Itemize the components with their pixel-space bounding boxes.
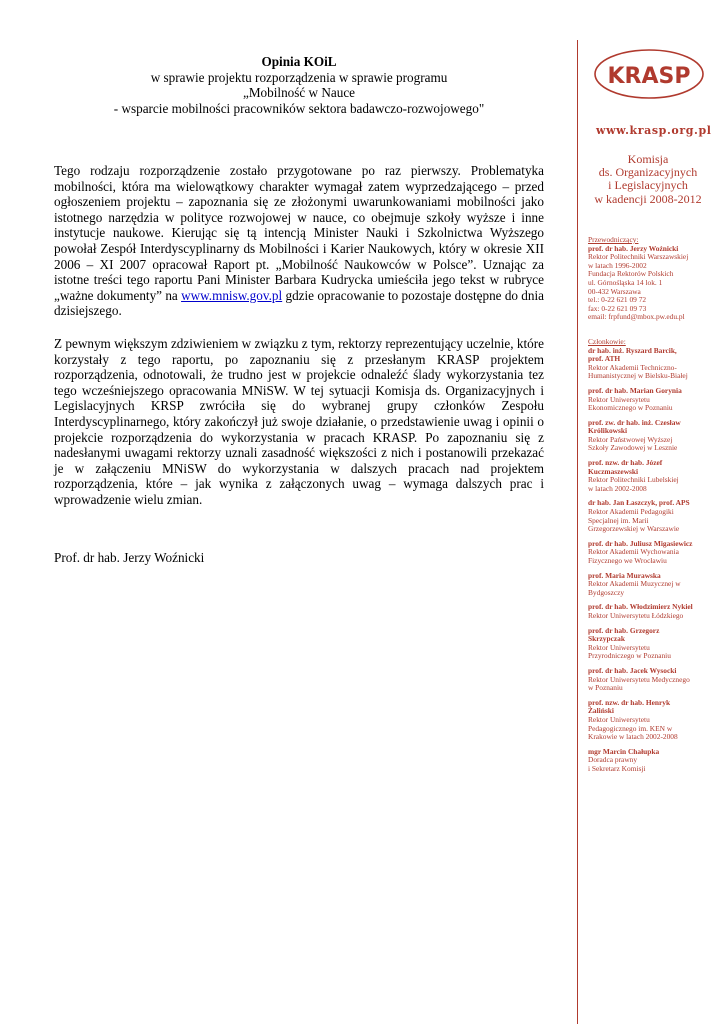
subtitle-line-1: w sprawie projektu rozporządzenia w sprawie programu (150, 69, 448, 85)
member-affiliation: Pedagogicznego im. KEN w (588, 723, 673, 733)
member-affiliation: Rektor Akademii Wychowania (588, 547, 679, 557)
paragraph-1-tail: gdzie opracowanie to pozostaje dostępne do dnia dzisiejszego. (54, 287, 545, 319)
member-name: prof. ATH (588, 354, 621, 364)
member-name: dr hab. inż. Ryszard Barcik, (588, 345, 677, 355)
member-affiliation: w latach 2002-2008 (588, 483, 647, 493)
member-name: Kuczmaszewski (588, 466, 639, 476)
member-affiliation: Humanistycznej w Bielsku-Białej (588, 371, 688, 381)
commission-line: Komisja (627, 152, 669, 166)
document-title: Opinia KOiL (261, 54, 337, 69)
chair-label: Przewodniczący: (588, 235, 639, 244)
chair-detail-line: w latach 1996-2002 (588, 260, 647, 270)
member-affiliation: Rektor Uniwersytetu (588, 642, 650, 652)
member-name: prof. Maria Murawska (588, 570, 661, 580)
member-name: dr hab. Jan Łaszczyk, prof. APS (588, 498, 690, 508)
member-affiliation: Rektor Uniwersytetu (588, 394, 650, 404)
member-entry (588, 627, 718, 661)
member-affiliation: Rektor Politechniki Lubelskiej (588, 475, 679, 485)
member-affiliation: Fizycznego we Wrocławiu (588, 556, 667, 565)
member-affiliation: Bydgoszczy (588, 587, 625, 597)
document-header (54, 54, 544, 116)
chair-block (588, 236, 718, 322)
member-entry (588, 419, 718, 453)
sidebar-divider (577, 40, 578, 1024)
commission-line: ds. Organizacyjnych (598, 165, 698, 180)
logo-text: KRASP (607, 64, 691, 89)
member-affiliation: Doradca prawny (588, 755, 638, 765)
chair-details (588, 253, 718, 322)
paragraph-1 (54, 163, 544, 319)
commission-line: i Legislacyjnych (608, 178, 688, 193)
member-name: prof. dr hab. Marian Gorynia (588, 385, 682, 395)
chair-detail-line: 00-432 Warszawa (588, 286, 641, 296)
member-name: prof. nzw. dr hab. Henryk (588, 697, 671, 707)
member-affiliation: Krakowie w latach 2002-2008 (588, 732, 678, 742)
member-affiliation: i Sekretarz Komisji (588, 763, 646, 773)
member-name: mgr Marcin Chałupka (588, 746, 660, 756)
subtitle-line-2: „Mobilność w Nauce (242, 85, 356, 100)
member-affiliation: Rektor Uniwersytetu (588, 714, 650, 724)
member-entry (588, 572, 718, 598)
member-affiliation: Szkoły Zawodowej w Lesznie (588, 443, 678, 453)
chair-detail-line: tel.: 0-22 621 09 72 (588, 295, 647, 305)
member-entry (588, 459, 718, 493)
commission-title (588, 153, 708, 206)
paragraph-1-text: Tego rodzaju rozporządzenie zostało przygotowane po raz pierwszy. Problematyka mobilności, która ma wielowątkowy charakter wymagał zatem wyprzedzającego – przed ogłoszeniem projektu – zapoznania się ze złożonymi uwarunkowaniami mobilności jako istotnego narzędzia w polityce rozwojowej w nauce, co obejmuje szkoły wyższe i inne instytucje naukowe. Kierując się tą intencją Minister Nauki i Szkolnictwa Wyższego powołał Zespół Interdyscyplinarny ds Mobilności i Karier Naukowych, który w okresie XII 2006 – XI 2007 opracował Raport pt. „Mobilność Naukowców w Polsce”. Uznając za istotne treści tego raportu Pani Minister Barbara Kudrycka umieściła jego tekst w rubryce „ważne dokumenty” na (54, 163, 544, 303)
member-affiliation: Specjalnej im. Marii (588, 515, 649, 525)
chair-detail-line: fax: 0-22 621 09 73 (588, 303, 647, 313)
member-name: prof. dr hab. Jacek Wysocki (588, 665, 677, 675)
chair-name: prof. dr hab. Jerzy Woźnicki (588, 243, 679, 253)
member-name: Królikowski (588, 426, 628, 436)
chair-detail-line: Fundacja Rektorów Polskich (588, 269, 674, 279)
member-affiliation: Rektor Akademii Pedagogiki (588, 507, 674, 517)
website-url: www.krasp.org.pl (596, 124, 712, 137)
member-affiliation: Rektor Państwowej Wyższej (588, 434, 673, 444)
member-affiliation: Rektor Akademii Techniczno- (588, 362, 677, 372)
member-name: prof. nzw. dr hab. Józef (588, 458, 663, 468)
krasp-logo (592, 47, 706, 101)
commission-line: w kadencji 2008-2012 (594, 191, 702, 206)
member-entry (588, 499, 718, 533)
commission-roster (588, 236, 718, 779)
members-label: Członkowie: (588, 336, 626, 346)
chair-detail-line: Rektor Politechniki Warszawskiej (588, 252, 689, 262)
member-entry (588, 667, 718, 693)
member-entry (588, 540, 718, 566)
member-entry (588, 347, 718, 381)
member-affiliation: w Poznaniu (588, 683, 623, 693)
member-entry (588, 603, 718, 620)
member-name: Skrzypczak (588, 634, 625, 644)
member-affiliation: Grzegorzewskiej w Warszawie (588, 524, 680, 534)
member-entry (588, 748, 718, 774)
member-entry (588, 699, 718, 742)
member-name: prof. zw. dr hab. inż. Czesław (588, 417, 681, 427)
member-affiliation: Rektor Uniwersytetu Łódzkiego (588, 610, 684, 620)
member-name: prof. dr hab. Grzegorz (588, 625, 660, 635)
document-body (54, 54, 544, 566)
member-name: prof. dr hab. Włodzimierz Nykiel (588, 602, 693, 612)
member-name: prof. dr hab. Juliusz Migasiewicz (588, 538, 693, 548)
member-affiliation: Rektor Akademii Muzycznej w (588, 579, 681, 589)
member-affiliation: Ekonomicznego w Poznaniu (588, 403, 673, 413)
member-affiliation: Przyrodniczego w Poznaniu (588, 651, 671, 661)
members-list (588, 347, 718, 774)
signature: Prof. dr hab. Jerzy Woźnicki (54, 550, 205, 566)
subtitle-line-3: - wsparcie mobilności pracowników sektora badawczo-rozwojowego" (113, 100, 485, 116)
mnisw-link[interactable]: www.mnisw.gov.pl (181, 287, 283, 303)
chair-detail-line: email: frpfund@mbox.pw.edu.pl (588, 312, 685, 322)
chair-detail-line: ul. Górnośląska 14 lok. 1 (588, 277, 663, 287)
member-affiliation: Rektor Uniwersytetu Medycznego (588, 674, 690, 684)
member-entry (588, 387, 718, 413)
paragraph-2: Z pewnym większym zdziwieniem w związku z tym, rektorzy reprezentujący uczelnie, które korzystały z tego raportu, po zapoznaniu się z przesłanym KRASP projektem rozporządzenia, odnotowali, że trudno jest w projekcie odnaleźć ślady wykorzystania tez tego wcześniejszego opracowania MNiSW. W tej sytuacji Komisja ds. Organizacyjnych i Legislacyjnych KRSP zwróciła się do wybranej grupy członków Zespołu Interdyscyplinarnego, który zakończył już swoje działanie, o przedstawienie uwag i opinii o projekcie rozporządzenia do wykorzystania w pracach KRASP. Po zapoznaniu się z nadesłanymi uwagami rektorzy uznali zasadność większości z nich i postanowili przekazać je w załączeniu MNiSW do wykorzystania w dalszych pracach nad projektem rozporządzenia, które – jak wynika z załączonych uwag – wymaga dalszych prac i wprowadzenie wielu zmian. (54, 335, 544, 507)
member-name: Żaliński (588, 706, 614, 716)
